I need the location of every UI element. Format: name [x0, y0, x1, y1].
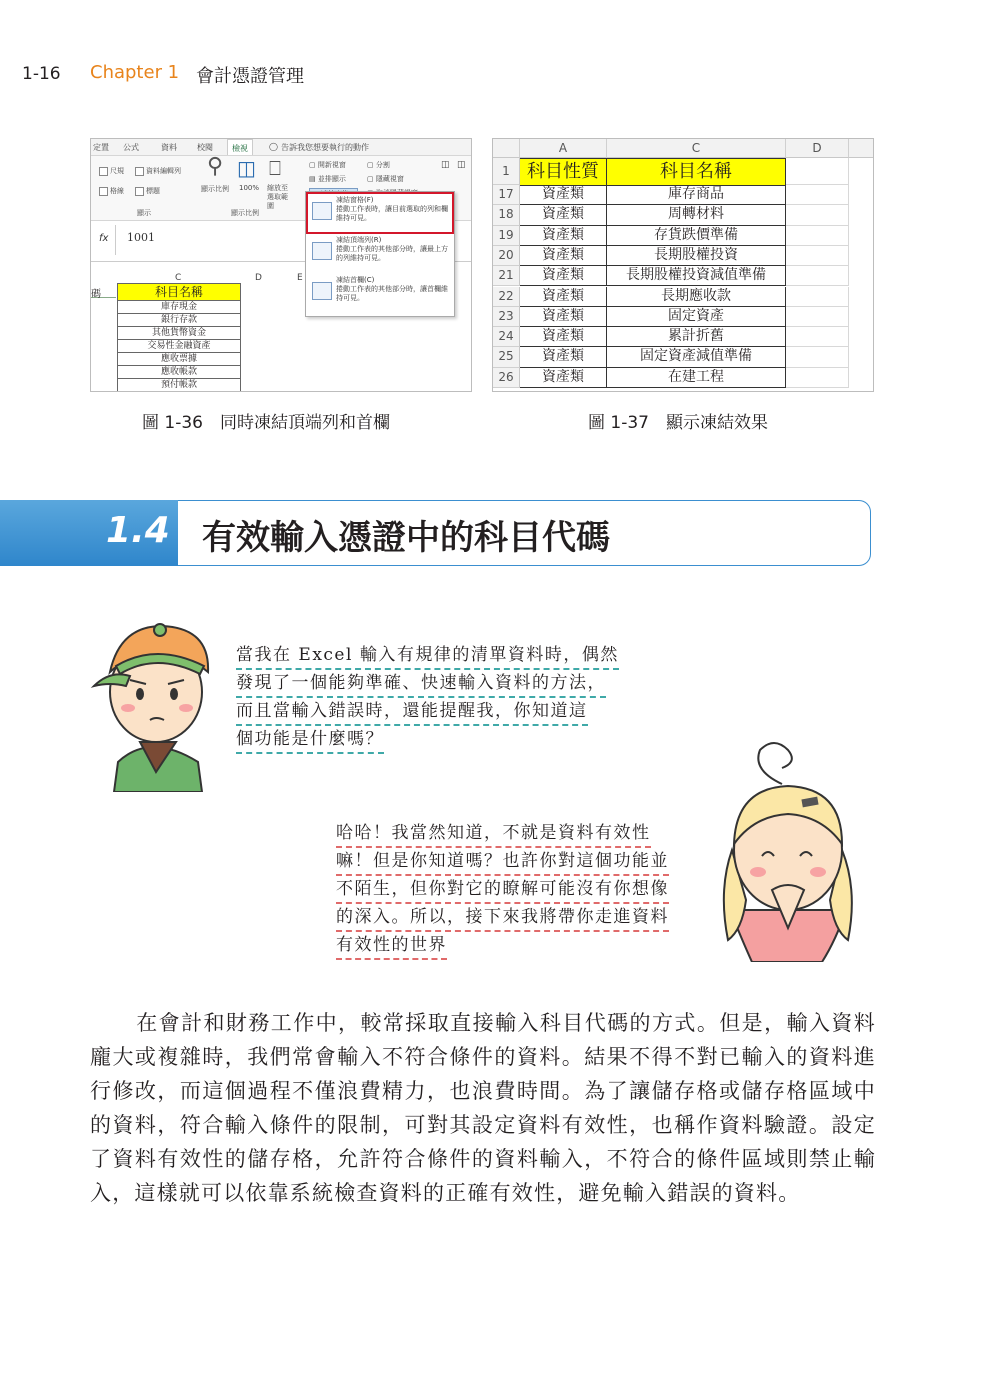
hide-window-button: ▢ 隱藏視窗	[367, 175, 404, 183]
boy-character-illustration	[90, 612, 226, 792]
col-header-c: C	[175, 273, 182, 283]
table-cell: 資產類	[520, 307, 607, 327]
checkbox-gridlines: 格線	[99, 186, 124, 196]
empty-cell	[786, 347, 849, 367]
fx-label: fx	[99, 233, 109, 244]
menu-item-desc: 捲動工作表的其他部分時，讓最上方的列維持可見。	[336, 245, 448, 262]
table-cell: 資產類	[520, 266, 607, 286]
table-row: 交易性金融資產	[117, 340, 241, 353]
table-cell: 資產類	[520, 246, 607, 266]
section-number: 1.4	[106, 510, 170, 551]
table-row: 預付帳款	[117, 379, 241, 392]
row-number: 25	[493, 347, 520, 367]
figure-frozen-sheet	[492, 138, 874, 392]
menu-item-desc: 捲動工作表的其他部分時，讓首欄維持可見。	[336, 285, 448, 302]
dialog-line: 當我在 Excel 輸入有規律的清單資料時，偶然	[236, 640, 619, 670]
empty-cell	[786, 287, 849, 307]
chapter-label: Chapter 1	[90, 62, 180, 83]
menu-item-freeze-top-row	[336, 236, 452, 263]
row-number: 26	[493, 368, 520, 388]
col-header-d: D	[255, 273, 262, 283]
table-row: 應收票據	[117, 353, 241, 366]
freeze-panes-menu	[305, 191, 455, 317]
col-header-extra	[849, 139, 874, 158]
section-title: 有效輸入憑證中的科目代碼	[202, 518, 610, 558]
ribbon-tab: 公式	[123, 143, 139, 152]
split-button: ▢ 分割	[367, 161, 390, 169]
zoom-icon: ⚲	[207, 154, 224, 179]
table-row: 其他貨幣資金	[117, 327, 241, 340]
dialog-line: 個功能是什麼嗎？	[236, 724, 384, 754]
empty-cell	[786, 368, 849, 388]
body-text: 在會計和財務工作中，較常採取直接輸入科目代碼的方式。但是，輸入資料龐大或複雜時，我們常會輸入不符合條件的資料。結果不得不對已輸入的資料進行修改，而這個過程不僅浪費精力，也浪費時間。為了讓儲存格或儲存格區域中的資料，符合輸入條件的限制，可對其設定資料有效性，也稱作資料驗證。設定了資料有效性的儲存格，允許符合條件的資料輸入，不符合的條件區域則禁止輸入，這樣就可以依靠系統檢查資料的正確有效性，避免輸入錯誤的資料。	[90, 1011, 876, 1205]
tell-me-icon: ◯	[269, 142, 278, 151]
group-label-show: 顯示	[137, 209, 151, 217]
freeze-first-column-icon	[312, 282, 332, 300]
corner-cell	[493, 139, 520, 158]
row-number: 24	[493, 327, 520, 347]
table-cell: 長期應收款	[607, 287, 786, 307]
row-number: 19	[493, 226, 520, 246]
menu-item-freeze-panes	[336, 196, 452, 223]
ribbon-tab: 校閱	[197, 143, 213, 152]
left-header-cell: 碼	[91, 285, 116, 298]
dialog-line: 有效性的世界	[336, 930, 447, 960]
ribbon-tab: 資料	[161, 143, 177, 152]
arrange-all-button: ▤ 並排顯示	[309, 175, 346, 183]
dialog-boy	[236, 640, 636, 760]
menu-item-title: 凍結窗格(F)	[336, 196, 374, 204]
tell-me-box: 告訴我您想要執行的動作	[281, 143, 369, 152]
dialog-line: 不陌生，但你對它的瞭解可能沒有你想像	[336, 874, 669, 904]
table-row: 應收帳款	[117, 366, 241, 379]
row-number: 18	[493, 205, 520, 225]
header-cell-c: 科目名稱	[607, 158, 786, 186]
row-number: 23	[493, 307, 520, 327]
formula-value: 1001	[127, 231, 155, 244]
empty-cell	[786, 226, 849, 246]
figure-caption: 圖 1-36 同時凍結頂端列和首欄	[142, 413, 390, 433]
table-cell: 資產類	[520, 185, 607, 205]
menu-item-desc: 捲動工作表時，讓目前選取的列和欄維持可見。	[336, 205, 448, 222]
zoom-100-icon: ◫	[237, 156, 256, 180]
table-cell: 資產類	[520, 205, 607, 225]
group-label-zoom: 顯示比例	[231, 209, 259, 217]
ribbon-tab: 定置	[93, 143, 109, 152]
ribbon-tab-view: 檢視	[227, 139, 253, 155]
table-cell: 資產類	[520, 327, 607, 347]
col-header-d: D	[786, 139, 849, 158]
freeze-top-row-icon	[312, 242, 332, 260]
table-cell: 長期股權投資	[607, 246, 786, 266]
table-row: 庫存現金	[117, 301, 241, 314]
row-number: 20	[493, 246, 520, 266]
table-cell: 長期股權投資減值準備	[607, 266, 786, 286]
row-number: 17	[493, 185, 520, 205]
table-cell: 資產類	[520, 347, 607, 367]
empty-cell	[786, 205, 849, 225]
table-cell: 在建工程	[607, 368, 786, 388]
table-header: 科目名稱	[117, 283, 241, 301]
table-cell: 固定資產	[607, 307, 786, 327]
table-cell: 庫存商品	[607, 185, 786, 205]
zoom-selection-icon: ⎕	[269, 156, 281, 180]
chapter-title: 會計憑證管理	[196, 66, 304, 87]
empty-cell	[786, 327, 849, 347]
empty-cell	[786, 246, 849, 266]
dialog-line: 發現了一個能夠準確、快速輸入資料的方法，	[236, 668, 606, 698]
dialog-line: 嘛！但是你知道嗎？也許你對這個功能並	[336, 846, 669, 876]
row-number: 1	[493, 158, 520, 185]
checkbox-ruler: 尺規	[99, 166, 124, 176]
checkbox-formula-bar: 資料編輯列	[135, 166, 181, 176]
table-row: 銀行存款	[117, 314, 241, 327]
zoom-selection-button: 縮放至選取範圍	[267, 184, 288, 210]
empty-cell	[786, 185, 849, 205]
col-header-e: E	[297, 273, 303, 283]
side-by-side-icon: ◫	[441, 160, 450, 170]
dialog-line: 而且當輸入錯誤時，還能提醒我，你知道這	[236, 696, 588, 726]
empty-cell	[786, 158, 849, 185]
formula-divider	[115, 225, 116, 255]
zoom-button: 顯示比例	[201, 185, 229, 193]
empty-cell	[786, 307, 849, 327]
col-header-a: A	[520, 139, 607, 158]
table-cell: 資產類	[520, 287, 607, 307]
girl-character-illustration	[712, 740, 862, 962]
figure-excel-ribbon	[90, 138, 472, 392]
table-cell: 資產類	[520, 226, 607, 246]
figure-caption: 圖 1-37 顯示凍結效果	[588, 413, 768, 433]
menu-item-title: 凍結首欄(C)	[336, 276, 375, 284]
menu-item-freeze-first-column	[336, 276, 452, 303]
page-number: 1-16	[22, 64, 61, 84]
dialog-girl	[336, 818, 716, 958]
dialog-line: 的深入。所以，接下來我將帶你走進資料	[336, 902, 669, 932]
row-number: 22	[493, 287, 520, 307]
empty-cell	[786, 266, 849, 286]
switch-window-icon: ◫	[457, 160, 466, 170]
header-cell-a: 科目性質	[520, 158, 607, 186]
menu-item-title: 凍結頂端列(R)	[336, 236, 382, 244]
table-cell: 累計折舊	[607, 327, 786, 347]
new-window-button: ▢ 開新視窗	[309, 161, 346, 169]
checkbox-headings: 標題	[135, 186, 160, 196]
table-cell: 存貨跌價準備	[607, 226, 786, 246]
dialog-line: 哈哈！我當然知道，不就是資料有效性	[336, 818, 651, 848]
table-cell: 固定資產減值準備	[607, 347, 786, 367]
ribbon-tabs	[91, 139, 471, 156]
col-header-c: C	[607, 139, 786, 158]
zoom-100-button: 100%	[239, 184, 260, 192]
freeze-panes-icon	[312, 202, 332, 220]
row-number: 21	[493, 266, 520, 286]
table-cell: 資產類	[520, 368, 607, 388]
table-cell: 周轉材料	[607, 205, 786, 225]
body-paragraph	[90, 1006, 876, 1210]
